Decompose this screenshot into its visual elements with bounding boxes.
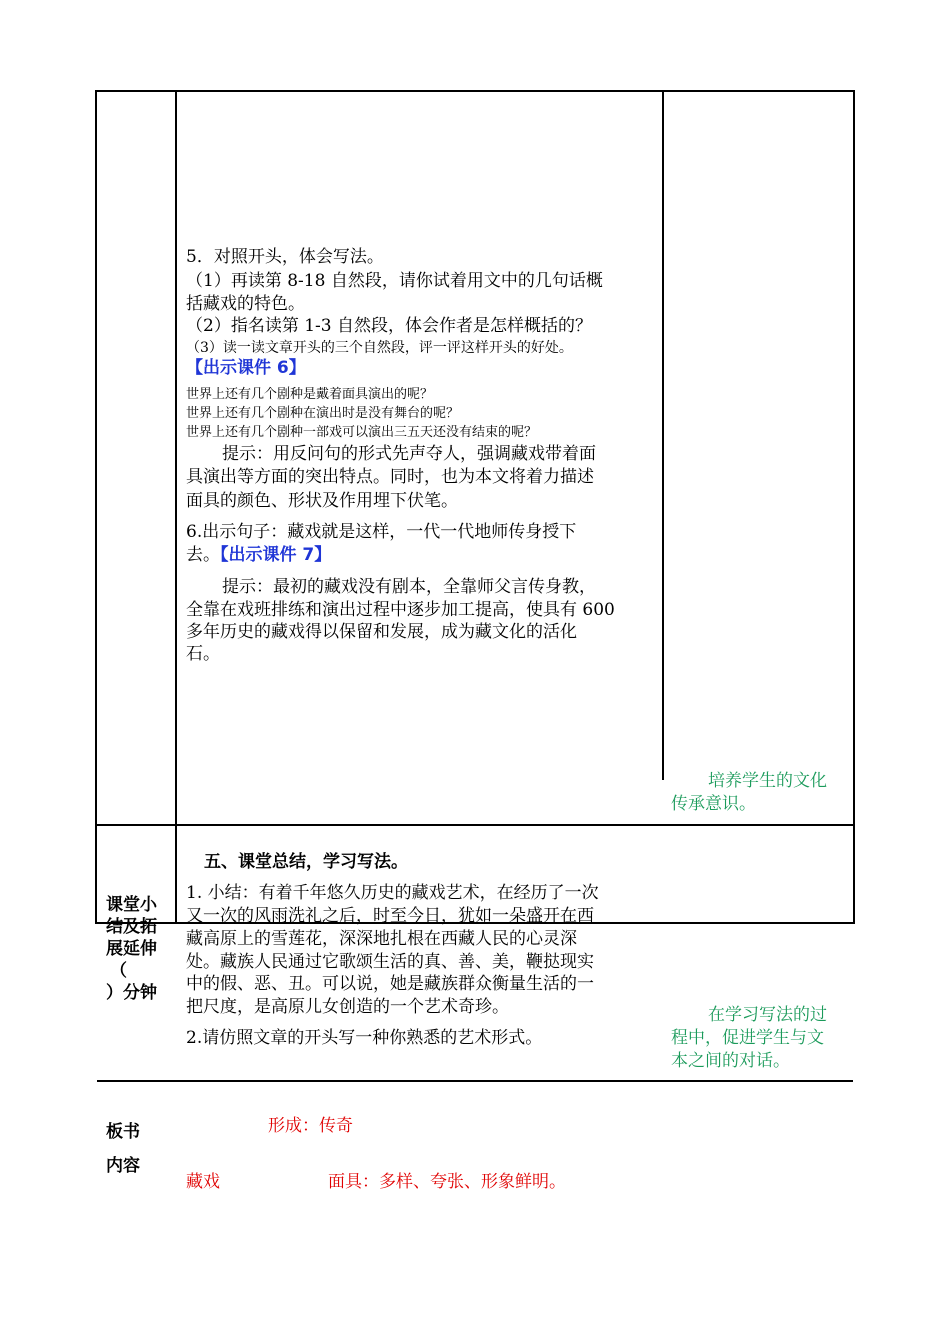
note-dialogue-line2: 程中，促进学生与文 (671, 1028, 824, 1048)
courseware-7-label: 【出示课件 7】 (220, 545, 332, 565)
hint2-line2: 全靠在戏班排练和演出过程中逐步加工提高，使具有 600 (186, 600, 615, 620)
section-label-line3: 展延伸 (106, 939, 157, 959)
board-mask: 面具：多样、夸张、形象鲜明。 (328, 1172, 566, 1192)
note-dialogue-line1: 在学习写法的过 (708, 1005, 827, 1025)
board-topic: 藏戏 (186, 1172, 220, 1192)
summary-line4: 处。藏族人民通过它歌颂生活的真、善、美，鞭挞现实 (186, 952, 594, 972)
row-divider-1 (97, 824, 853, 826)
hint1-line1: 提示：用反问句的形式先声夺人，强调藏戏带着面 (222, 444, 596, 464)
task-2: 2.请仿照文章的开头写一种你熟悉的艺术形式。 (186, 1028, 543, 1048)
section-label-line5: ）分钟 (106, 983, 157, 1003)
summary-line3: 藏高原上的雪莲花，深深地扎根在西藏人民的心灵深 (186, 929, 577, 949)
note-cultural-heritage-line1: 培养学生的文化 (708, 771, 827, 791)
summary-line5: 中的假、恶、丑。可以说，她是藏族群众衡量生活的一 (186, 974, 594, 994)
summary-line2: 又一次的风雨洗礼之后，时至今日，犹如一朵盛开在西 (186, 906, 594, 926)
hint2-line1: 提示：最初的藏戏没有剧本，全靠师父言传身教， (222, 577, 596, 597)
summary-heading: 五、课堂总结，学习写法。 (204, 852, 408, 872)
step5-title: 5．对照开头，体会写法。 (186, 247, 384, 267)
summary-line1: 1. 小结：有着千年悠久历史的藏戏艺术，在经历了一次 (186, 883, 599, 903)
rhetorical-sentence-3: 世界上还有几个剧种一部戏可以演出三五天还没有结束的呢？ (186, 425, 538, 440)
courseware-6-label: 【出示课件 6】 (186, 358, 306, 378)
step5-question3: （3）读一读文章开头的三个自然段，评一评这样开头的好处。 (186, 340, 573, 356)
section-label-line2: 结及拓 (106, 917, 157, 937)
note-cultural-heritage-line2: 传承意识。 (671, 794, 756, 814)
summary-line6: 把尺度，是高原儿女创造的一个艺术奇珍。 (186, 997, 509, 1017)
step6-line2: 去。【出示课件 7】 (186, 545, 332, 565)
section-label-line4: （ (110, 961, 127, 981)
step5-question2: （2）指名读第 1-3 自然段，体会作者是怎样概括的？ (186, 316, 592, 336)
hint1-line2: 具演出等方面的突出特点。同时，也为本文将着力描述 (186, 467, 594, 487)
hint2-line3: 多年历史的藏戏得以保留和发展，成为藏文化的活化 (186, 622, 577, 642)
column-divider-2 (662, 92, 664, 780)
board-label-line2: 内容 (106, 1156, 140, 1176)
note-dialogue-line3: 本之间的对话。 (671, 1051, 790, 1071)
rhetorical-sentence-2: 世界上还有几个剧种在演出时是没有舞台的呢？ (186, 406, 460, 421)
step6-line1: 6.出示句子：藏戏就是这样，一代一代地师传身授下 (186, 522, 577, 542)
board-label-line1: 板书 (106, 1122, 140, 1142)
column-divider-1 (175, 92, 177, 922)
board-formation: 形成：传奇 (268, 1116, 353, 1136)
row-divider-2 (97, 1080, 853, 1082)
rhetorical-sentence-1: 世界上还有几个剧种是戴着面具演出的呢？ (186, 387, 434, 402)
section-label-line1: 课堂小 (106, 895, 157, 915)
hint2-line4: 石。 (186, 644, 220, 664)
step5-question1-line2: 括藏戏的特色。 (186, 294, 305, 314)
hint1-line3: 面具的颜色、形状及作用埋下伏笔。 (186, 491, 458, 511)
step5-question1-line1: （1）再读第 8-18 自然段，请你试着用文中的几句话概 (186, 271, 603, 291)
